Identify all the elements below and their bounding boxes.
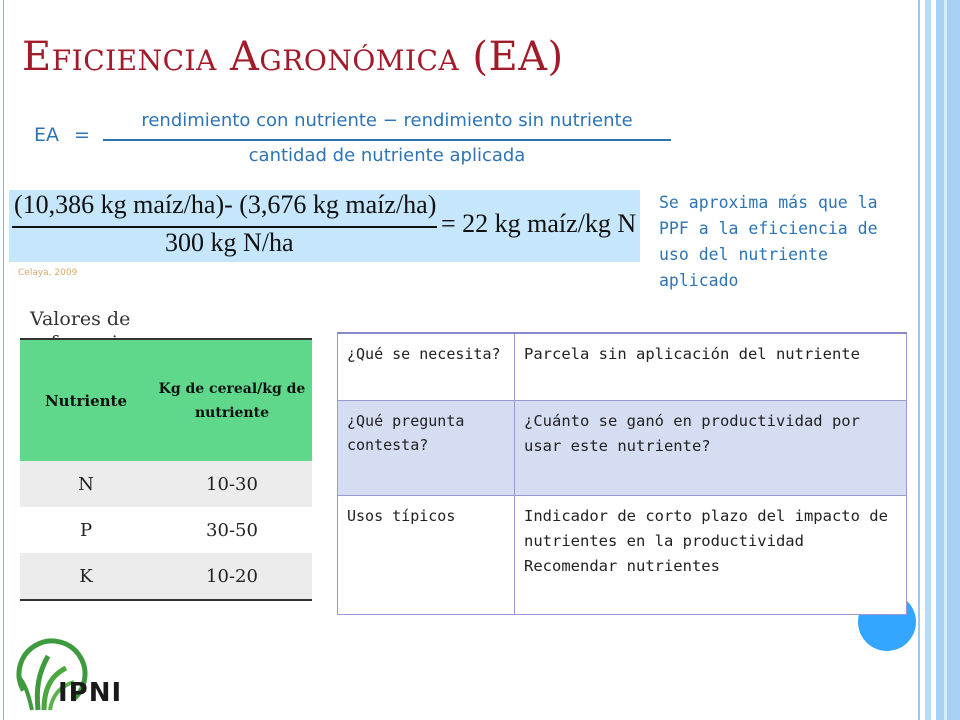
- calculation-numerator: (10,386 kg maíz/ha)- (3,676 kg maíz/ha): [14, 190, 437, 219]
- reference-nutrient-cell: K: [20, 553, 152, 600]
- note-text: Se aproxima más que la PPF a la eficiencia de uso del nutriente aplicado: [659, 193, 878, 290]
- table-row: [338, 401, 907, 496]
- formula-denominator: cantidad de nutriente aplicada: [248, 145, 526, 166]
- info-key-cell: Usos típicos: [338, 496, 515, 615]
- citation: Celaya, 2009: [18, 268, 78, 278]
- table-row: [20, 553, 312, 600]
- formula-numerator: rendimiento con nutriente − rendimiento sin nutriente: [141, 110, 633, 131]
- info-value-cell: ¿Cuánto se ganó en productividad por usar este nutriente?: [515, 401, 907, 496]
- reference-header-row: [20, 339, 312, 461]
- right-border-band: [936, 0, 960, 720]
- formula-fraction-bar: [103, 139, 671, 141]
- logo-text: IPNI: [58, 678, 123, 708]
- reference-value-cell: 10-30: [152, 461, 312, 507]
- right-border-highlight: [944, 0, 947, 720]
- info-key-cell: ¿Qué se necesita?: [338, 333, 515, 401]
- info-value-line: Recomendar nutrientes: [524, 557, 720, 575]
- reference-value-cell: 10-20: [152, 553, 312, 600]
- table-row: [338, 496, 907, 615]
- info-table: [337, 332, 907, 615]
- table-row: [338, 333, 907, 401]
- table-row: [20, 507, 312, 553]
- left-border-line: [3, 0, 4, 720]
- formula-equals: =: [74, 124, 90, 146]
- info-value-cell: [515, 496, 907, 615]
- right-border-stripe: [918, 0, 920, 720]
- reference-header-value: Kg de cereal/kg de nutriente: [152, 339, 312, 461]
- slide-title: Eficiencia Agronómica (EA): [22, 34, 564, 80]
- right-border-stripe: [925, 0, 931, 720]
- reference-header-nutrient: Nutriente: [20, 339, 152, 461]
- calculation-denominator: 300 kg N/ha: [165, 228, 294, 257]
- reference-label: Valores de: [30, 308, 131, 330]
- info-value-cell: Parcela sin aplicación del nutriente: [515, 333, 907, 401]
- reference-nutrient-cell: N: [20, 461, 152, 507]
- reference-value-cell: 30-50: [152, 507, 312, 553]
- info-value-line: Indicador de corto plazo del impacto de nutrientes en la productividad: [524, 507, 888, 550]
- info-key-cell: ¿Qué pregunta contesta?: [338, 401, 515, 496]
- reference-table: [20, 338, 312, 601]
- calculation-result: = 22 kg maíz/kg N: [441, 209, 637, 238]
- table-row: [20, 461, 312, 507]
- reference-nutrient-cell: P: [20, 507, 152, 553]
- formula-lhs: EA: [34, 124, 60, 146]
